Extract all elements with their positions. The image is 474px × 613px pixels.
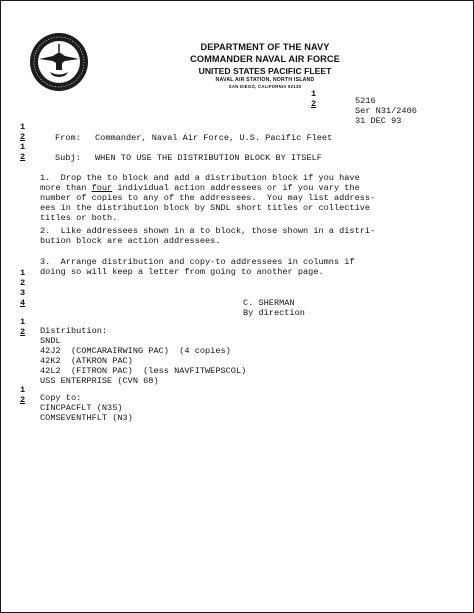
letterhead-line-station: NAVAL AIR STATION, NORTH ISLAND bbox=[215, 77, 315, 83]
margin-number: 3 bbox=[20, 288, 26, 298]
paragraph-3 bbox=[40, 258, 355, 278]
paragraph-2-line: bution block are action addressees. bbox=[40, 235, 221, 246]
emphasized-word: four bbox=[91, 182, 113, 193]
paragraph-2 bbox=[40, 227, 375, 247]
letterhead bbox=[151, 41, 379, 90]
distribution-entry: 42L2 (FITRON PAC) (less NAVFITWEPSCOL) bbox=[40, 365, 247, 376]
margin-number: 2 bbox=[20, 395, 26, 405]
copy-to-block bbox=[40, 394, 133, 424]
margin-number: 2 bbox=[20, 152, 26, 162]
paragraph-1-line: 1. Drop the to block and add a distribution block if you have bbox=[40, 173, 360, 183]
copy-to-entry: CINCPACFLT (N35) bbox=[40, 402, 123, 413]
margin-number: 2 bbox=[20, 327, 26, 337]
margin-number: 2 bbox=[311, 99, 317, 109]
subject-line: WHEN TO USE THE DISTRIBUTION BLOCK BY ITSELF bbox=[95, 153, 322, 163]
navy-seal-icon bbox=[29, 32, 89, 92]
letter-date: 31 DEC 93 bbox=[355, 116, 402, 126]
paragraph-1-line: titles or both. bbox=[40, 212, 118, 223]
margin-number: 2 bbox=[20, 132, 26, 142]
from-line: Commander, Naval Air Force, U.S. Pacific Fleet bbox=[95, 133, 333, 143]
paragraph-1-line: ees in the distribution block by SNDL short titles or collective bbox=[40, 202, 371, 213]
margin-number: 1 bbox=[20, 142, 26, 152]
distribution-entry: 42K2 (ATKRON PAC) bbox=[40, 355, 133, 366]
serial-number: Ser N31/2406 bbox=[355, 106, 417, 116]
margin-number: 1 bbox=[20, 268, 26, 278]
signature-authority: By direction bbox=[243, 308, 305, 318]
sndl-label: SNDL bbox=[40, 335, 61, 346]
text-run: more than bbox=[40, 182, 92, 193]
distribution-entry: USS ENTERPRISE (CVN 68) bbox=[40, 375, 159, 386]
margin-number: 2 bbox=[20, 278, 26, 288]
text-run: individual action addressees or if you vary the bbox=[112, 182, 360, 193]
letterhead-line-command: COMMANDER NAVAL AIR FORCE bbox=[190, 54, 340, 64]
signer-name: C. SHERMAN bbox=[243, 298, 295, 308]
ssic-code: 5216 bbox=[355, 96, 376, 106]
copy-to-entry: COMSEVENTHFLT (N3) bbox=[40, 412, 133, 423]
distribution-entry: 42J2 (COMCARAIRWING PAC) (4 copies) bbox=[40, 345, 231, 356]
letterhead-line-department: DEPARTMENT OF THE NAVY bbox=[200, 42, 330, 52]
letterhead-line-fleet: UNITED STATES PACIFIC FLEET bbox=[198, 66, 332, 76]
letterhead-line-city: SAN DIEGO, CALIFORNIA 92135 bbox=[228, 84, 302, 89]
distribution-label: Distribution: bbox=[40, 326, 108, 336]
margin-number: 1 bbox=[20, 385, 26, 395]
paragraph-2-line: 2. Like addressees shown in a to block, those shown in a distri- bbox=[40, 226, 376, 236]
margin-number: 4 bbox=[20, 298, 26, 308]
margin-number: 1 bbox=[20, 317, 26, 327]
paragraph-3-line: doing so will keep a letter from going to another page. bbox=[40, 266, 324, 277]
paragraph-1 bbox=[40, 174, 375, 224]
distribution-block bbox=[40, 327, 246, 386]
paragraph-3-line: 3. Arrange distribution and copy-to addressees in columns if bbox=[40, 257, 355, 267]
margin-number: 1 bbox=[20, 122, 26, 132]
from-label: From: bbox=[55, 133, 81, 143]
copy-to-label: Copy to: bbox=[40, 393, 82, 403]
paragraph-1-line: number of copies to any of the addressees. You may list address- bbox=[40, 192, 376, 203]
margin-number: 1 bbox=[311, 89, 317, 99]
subject-label: Subj: bbox=[55, 153, 81, 163]
